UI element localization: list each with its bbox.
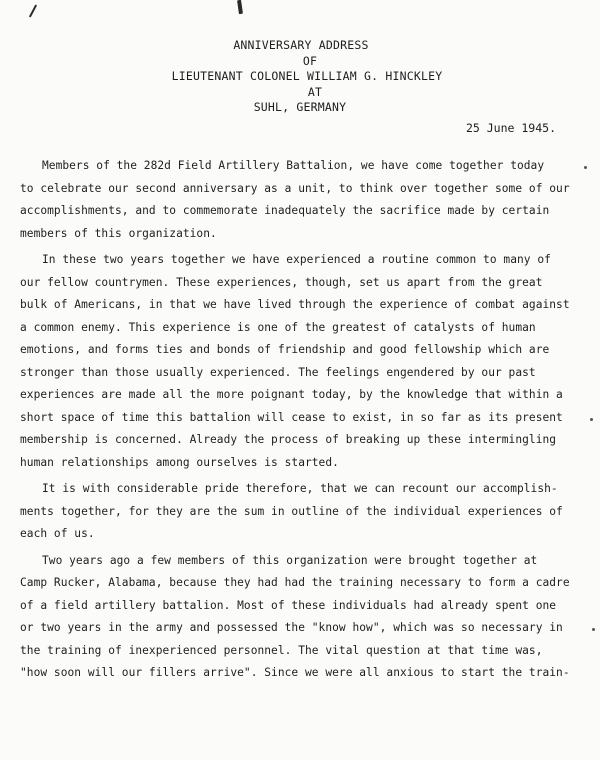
text-line: Camp Rucker, Alabama, because they had had the training necessary to form a cadre [20, 576, 570, 589]
text-line: each of us. [20, 527, 95, 540]
header-at: AT [307, 84, 323, 99]
text-line: "how soon will our fillers arrive". Since we were all anxious to start the train- [20, 666, 570, 679]
paragraph [20, 155, 596, 245]
text-line: human relationships among ourselves is started. [20, 455, 339, 469]
text-line: Members of the 282d Field Artillery Battalion, we have come together today [42, 159, 545, 172]
pen-mark [237, 0, 243, 14]
text-line: short space of time this battalion will cease to exist, in so far as its present [20, 410, 563, 424]
text-line: or two years in the army and possessed the "know how", which was so necessary in [20, 621, 563, 634]
header-of: OF [302, 53, 318, 68]
paragraph [20, 249, 596, 474]
text-line: experiences are made all the more poignant today, by the knowledge that within a [20, 388, 563, 401]
text-line: the training of inexperienced personnel. The vital question at that time was, [20, 643, 543, 657]
text-line: It is with considerable pride therefore, that we can recount our accomplish- [42, 482, 558, 495]
document-header [0, 38, 600, 116]
pen-mark [29, 4, 37, 17]
paragraph [20, 478, 596, 546]
text-line: accomplishments, and to commemorate inadequately the sacrifice made by certain [20, 204, 550, 217]
text-line: membership is concerned. Already the process of breaking up these intermingling [20, 433, 557, 446]
location: SUHL, GERMANY [253, 100, 347, 114]
text-line: ments together, for they are the sum in outline of the individual experiences of [20, 504, 563, 518]
text-line: emotions, and forms ties and bonds of friendship and good fellowship which are [20, 343, 550, 356]
text-line: our fellow countrymen. These experiences, though, set us apart from the great [20, 275, 543, 289]
text-line: stronger than those usually experienced. The feelings engendered by our past [20, 365, 536, 379]
text-line: bulk of Americans, in that we have lived through the experience of combat against [20, 298, 570, 311]
address-body [20, 155, 596, 685]
paragraph [20, 550, 596, 685]
text-line: Two years ago a few members of this organization were brought together at [42, 553, 538, 567]
text-line: a common enemy. This experience is one of the greatest of catalysts of human [20, 320, 536, 334]
text-line: In these two years together we have experienced a routine common to many of [42, 253, 551, 266]
address-title: ANNIVERSARY ADDRESS [233, 38, 369, 52]
text-line: of a field artillery battalion. Most of these individuals had already spent one [20, 598, 557, 612]
document-date: 25 June 1945. [465, 121, 556, 135]
text-line: members of this organization. [20, 226, 217, 240]
text-line: to celebrate our second anniversary as a unit, to think over together some of our [20, 181, 570, 195]
speaker-name: LIEUTENANT COLONEL WILLIAM G. HINCKLEY [171, 69, 443, 83]
